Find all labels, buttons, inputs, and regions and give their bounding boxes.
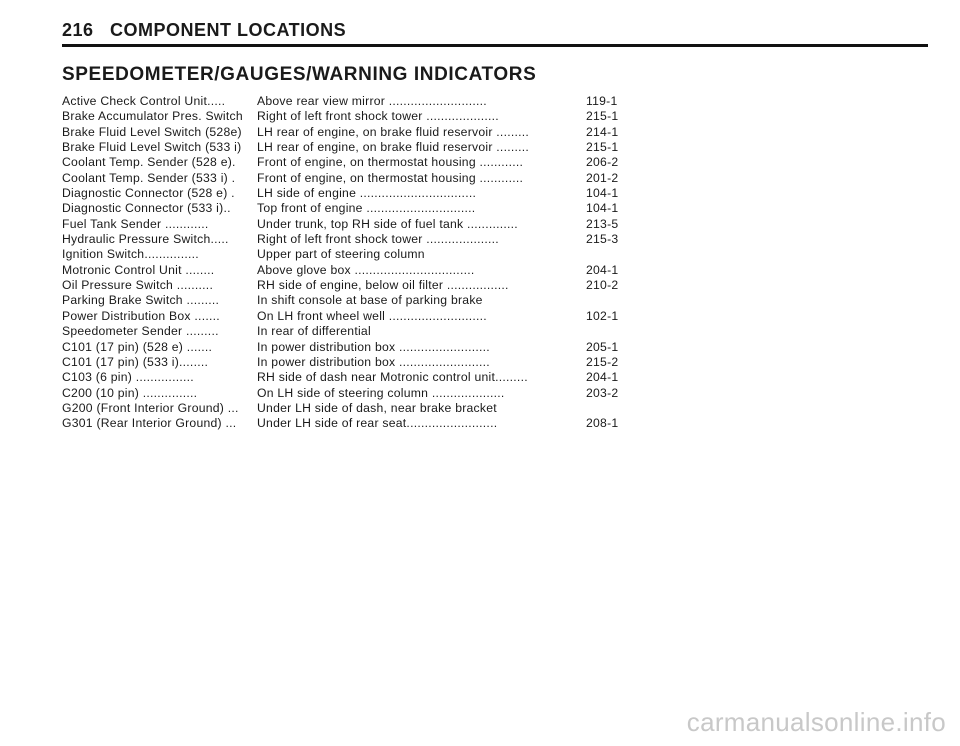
table-row xyxy=(62,309,632,324)
table-row xyxy=(62,370,632,385)
component-name: C103 (6 pin) ................ xyxy=(62,370,194,385)
figure-reference: 214-1 xyxy=(586,124,619,139)
component-location-table xyxy=(62,94,632,432)
figure-reference: 119-1 xyxy=(586,94,618,108)
table-row xyxy=(62,201,632,216)
figure-reference: 215-1 xyxy=(586,109,619,124)
table-row xyxy=(62,140,632,155)
component-name: G301 (Rear Interior Ground) ... xyxy=(62,416,237,431)
component-location: Above rear view mirror ........................... xyxy=(257,94,487,108)
component-name: Active Check Control Unit..... xyxy=(62,94,226,108)
component-location: Front of engine, on thermostat housing ............ xyxy=(257,170,524,185)
component-location: LH rear of engine, on brake fluid reservoir ......... xyxy=(257,140,530,155)
component-location: Front of engine, on thermostat housing ............ xyxy=(257,155,524,170)
component-location: Right of left front shock tower .................... xyxy=(257,109,499,124)
table-row xyxy=(62,263,632,278)
component-location: In shift console at base of parking brake xyxy=(257,293,483,308)
figure-reference: 210-2 xyxy=(586,278,619,293)
component-name: Power Distribution Box ....... xyxy=(62,308,220,323)
component-name: Brake Accumulator Pres. Switch xyxy=(62,109,243,124)
component-name: Motronic Control Unit ........ xyxy=(62,262,215,277)
component-name: Coolant Temp. Sender (528 e). xyxy=(62,155,236,170)
figure-reference: 204-1 xyxy=(586,370,619,385)
watermark-text: carmanualsonline.info xyxy=(686,707,946,737)
table-row xyxy=(62,401,632,416)
table-row xyxy=(62,324,632,339)
table-row xyxy=(62,340,632,355)
component-name: G200 (Front Interior Ground) ... xyxy=(62,400,239,415)
figure-reference: 208-1 xyxy=(586,416,619,431)
component-name: Fuel Tank Sender ............ xyxy=(62,216,209,231)
component-location: RH side of dash near Motronic control unit......... xyxy=(257,370,528,385)
component-location: Under LH side of rear seat......................... xyxy=(257,416,498,431)
component-location: Above glove box ................................. xyxy=(257,262,475,277)
figure-reference: 215-3 xyxy=(586,232,619,247)
table-row xyxy=(62,232,632,247)
table-row xyxy=(62,247,632,262)
table-row xyxy=(62,94,632,109)
component-location: In power distribution box ......................... xyxy=(257,339,490,354)
component-location: RH side of engine, below oil filter ................. xyxy=(257,278,509,293)
component-name: Diagnostic Connector (533 i).. xyxy=(62,201,231,216)
table-row xyxy=(62,416,632,431)
table-row xyxy=(62,278,632,293)
figure-reference: 213-5 xyxy=(586,216,619,231)
figure-reference: 215-1 xyxy=(586,140,619,155)
figure-reference: 206-2 xyxy=(586,155,619,170)
page-number: 216 xyxy=(62,20,94,40)
table-row xyxy=(62,386,632,401)
component-name: Brake Fluid Level Switch (528e) xyxy=(62,124,242,139)
section-title: SPEEDOMETER/GAUGES/WARNING INDICATORS xyxy=(62,64,537,85)
component-location: In rear of differential xyxy=(257,324,371,339)
component-name: Oil Pressure Switch .......... xyxy=(62,278,214,293)
component-location: Top front of engine .............................. xyxy=(257,201,476,216)
component-name: C200 (10 pin) ............... xyxy=(62,385,198,400)
table-row xyxy=(62,355,632,370)
figure-reference: 104-1 xyxy=(586,186,619,201)
component-location: Under trunk, top RH side of fuel tank .............. xyxy=(257,216,518,231)
page-heading: COMPONENT LOCATIONS xyxy=(110,20,347,40)
figure-reference: 205-1 xyxy=(586,339,619,354)
component-location: Upper part of steering column xyxy=(257,247,425,262)
figure-reference: 203-2 xyxy=(586,385,619,400)
component-name: Hydraulic Pressure Switch..... xyxy=(62,232,229,247)
table-row xyxy=(62,186,632,201)
component-name: Coolant Temp. Sender (533 i) . xyxy=(62,170,236,185)
component-location: LH rear of engine, on brake fluid reservoir ......... xyxy=(257,124,530,139)
component-location: On LH side of steering column .................... xyxy=(257,385,505,400)
component-location: On LH front wheel well ........................... xyxy=(257,308,487,323)
page-header xyxy=(62,20,928,47)
table-row xyxy=(62,125,632,140)
component-location: Right of left front shock tower .................... xyxy=(257,232,499,247)
component-location: LH side of engine ................................ xyxy=(257,186,477,201)
component-location: Under LH side of dash, near brake bracket xyxy=(257,400,497,415)
component-name: Speedometer Sender ......... xyxy=(62,324,219,339)
figure-reference: 201-2 xyxy=(586,170,619,185)
component-name: Parking Brake Switch ......... xyxy=(62,293,220,308)
table-row xyxy=(62,109,632,124)
component-name: Brake Fluid Level Switch (533 i) xyxy=(62,140,242,155)
table-row xyxy=(62,293,632,308)
component-name: C101 (17 pin) (533 i)........ xyxy=(62,354,209,369)
figure-reference: 104-1 xyxy=(586,201,619,216)
figure-reference: 215-2 xyxy=(586,354,619,369)
figure-reference: 204-1 xyxy=(586,262,619,277)
component-name: C101 (17 pin) (528 e) ....... xyxy=(62,339,213,354)
figure-reference: 102-1 xyxy=(586,308,619,323)
component-location: In power distribution box ......................... xyxy=(257,354,490,369)
table-row xyxy=(62,155,632,170)
component-name: Diagnostic Connector (528 e) . xyxy=(62,186,235,201)
component-name: Ignition Switch............... xyxy=(62,247,199,262)
table-row xyxy=(62,171,632,186)
table-row xyxy=(62,217,632,232)
